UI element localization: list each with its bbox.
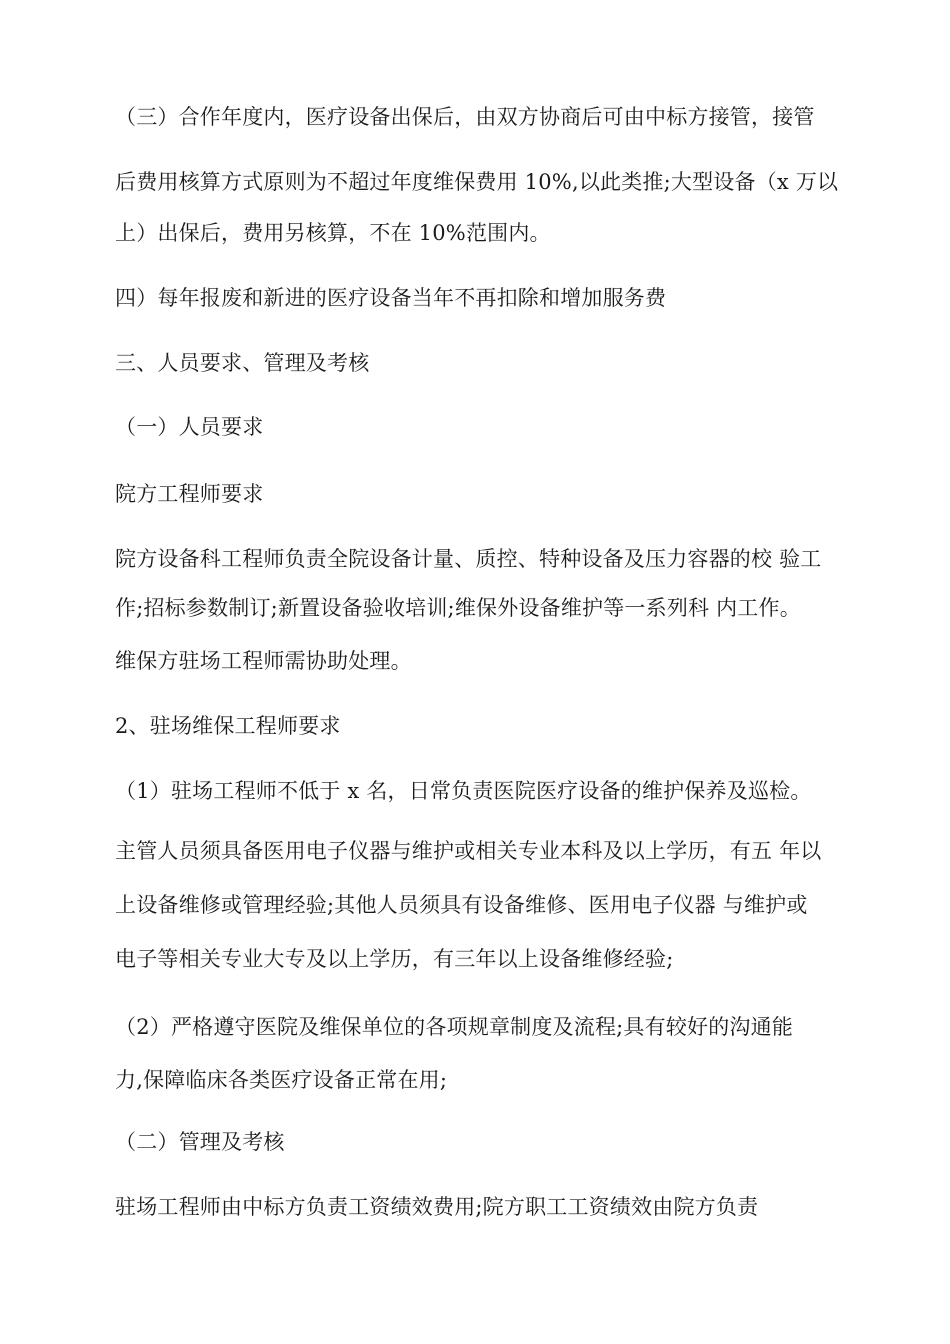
text-line: （2）严格遵守医院及维保单位的各项规章制度及流程;具有较好的沟通能 [115,1015,794,1039]
text-line: 驻场工程师由中标方负责工资绩效费用;院方职工工资绩效由院方负责 [115,1195,759,1219]
section-heading: 三、人员要求、管理及考核 [115,351,370,375]
text-line: 后费用核算方式原则为不超过年度维保费用 10%,以此类推;大型设备（x 万以 [115,170,839,194]
text-line: 维保方驻场工程师需协助处理。 [115,649,412,673]
text-line: 主管人员须具备医用电子仪器与维护或相关专业本科及以上学历，有五 年以 [115,839,822,863]
subsection-heading: （二）管理及考核 [115,1130,285,1154]
text-line: （1）驻场工程师不低于 x 名，日常负责医院医疗设备的维护保养及巡检。 [115,779,812,803]
text-line: 作;招标参数制订;新置设备验收培训;维保外设备维护等一系列科 内工作。 [115,596,801,620]
text-line: 院方设备科工程师负责全院设备计量、质控、特种设备及压力容器的校 验工 [115,547,822,571]
text-line: 院方工程师要求 [115,482,264,506]
subsection-heading: （一）人员要求 [115,415,264,439]
text-line: （三）合作年度内，医疗设备出保后，由双方协商后可由中标方接管，接管 [115,105,815,129]
text-line: 电子等相关专业大专及以上学历，有三年以上设备维修经验; [115,947,674,971]
text-line: 上）出保后，费用另核算，不在 10%范围内。 [115,221,551,245]
text-line: 力,保障临床各类医疗设备正常在用; [115,1068,448,1092]
text-line: 四）每年报废和新进的医疗设备当年不再扣除和增加服务费 [115,286,667,310]
text-line: 2、驻场维保工程师要求 [115,714,341,738]
text-line: 上设备维修或管理经验;其他人员须具有设备维修、医用电子仪器 与维护或 [115,893,808,917]
